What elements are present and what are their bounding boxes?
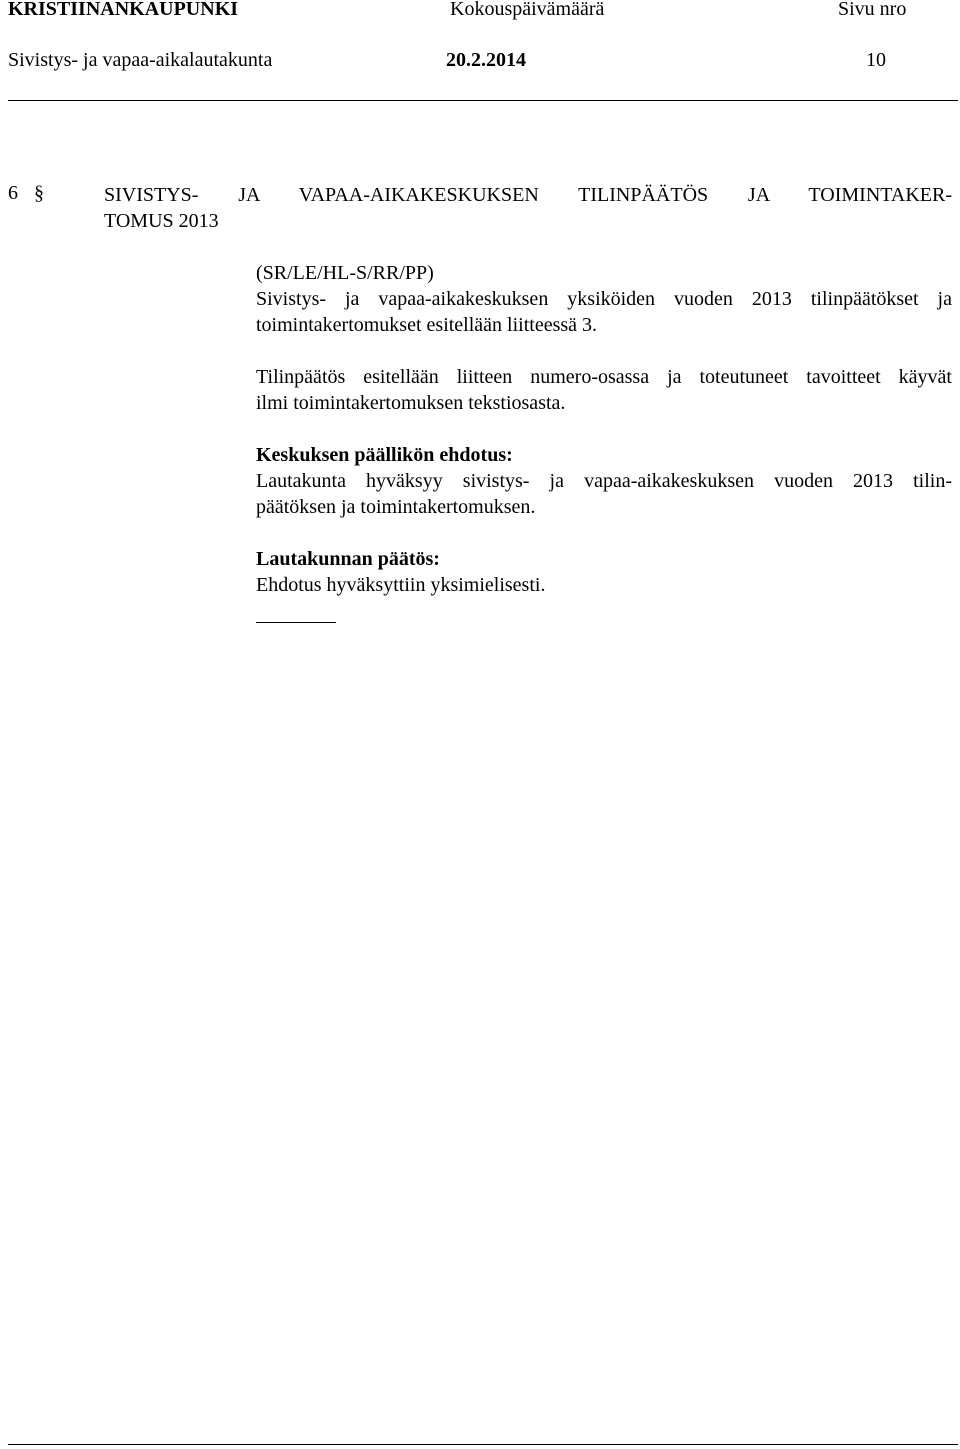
decision-heading: Lautakunnan päätös: [256,548,440,570]
paragraph-2-line2: ilmi toimintakertomuksen tekstiosasta. [256,392,566,414]
decision-section [256,546,952,598]
section-title-line1: SIVISTYS- JA VAPAA-AIKAKESKUKSEN TILINPÄÄTÖS JA TOIMINTAKER- [104,184,952,206]
meeting-date-label: Kokouspäivämäärä [450,0,605,20]
proposal-heading: Keskuksen päällikön ehdotus: [256,444,513,466]
page-number-label: Sivu nro [838,0,907,20]
organization-name: KRISTIINANKAUPUNKI [8,0,239,20]
proposal-section [256,442,952,520]
section-title [104,182,952,234]
decision-text: Ehdotus hyväksyttiin yksimielisesti. [256,574,546,596]
paragraph-1-line2: toimintakertomukset esitellään liitteessä 3. [256,314,598,336]
paragraph-2-line1: Tilinpäätös esitellään liitteen numero-osassa ja toteutuneet tavoitteet käyvät [256,366,952,388]
reference-code: (SR/LE/HL-S/RR/PP) [256,262,434,284]
footer-divider [8,1444,958,1445]
paragraph-1-line1: Sivistys- ja vapaa-aikakeskuksen yksiköiden vuoden 2013 tilinpäätökset ja [256,288,952,310]
reference-paragraph [256,260,952,338]
section-number: 6 [8,182,18,204]
committee-name: Sivistys- ja vapaa-aikalautakunta [8,49,273,71]
section-title-line2: TOMUS 2013 [104,210,219,232]
section-symbol: § [34,182,44,204]
proposal-line2: päätöksen ja toimintakertomuksen. [256,496,536,518]
proposal-line1: Lautakunta hyväksyy sivistys- ja vapaa-aikakeskuksen vuoden 2013 tilin- [256,470,952,492]
paragraph-2 [256,364,952,416]
page-number: 10 [866,49,886,71]
meeting-date: 20.2.2014 [446,49,526,71]
header-divider [8,100,958,101]
end-of-section-rule [256,622,336,623]
